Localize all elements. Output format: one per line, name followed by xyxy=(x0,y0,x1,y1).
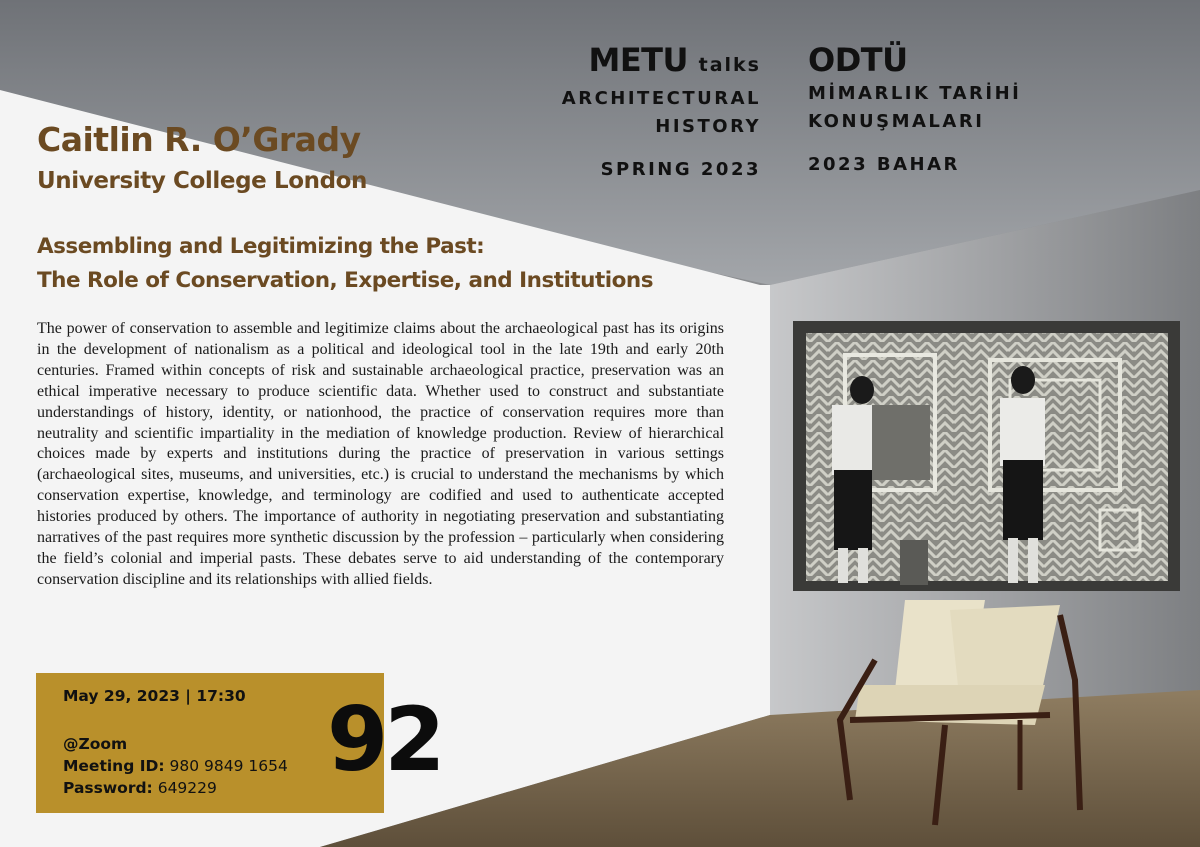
mosaic-photo xyxy=(793,321,1180,591)
series-line1-en: ARCHITECTURAL xyxy=(561,88,761,109)
speaker-affiliation: University College London xyxy=(37,168,368,194)
speaker-name: Caitlin R. O’Grady xyxy=(37,120,361,159)
series-line1-tr: MİMARLIK TARİHİ xyxy=(808,83,1022,104)
event-datetime: May 29, 2023 | 17:30 xyxy=(63,687,246,705)
series-main-small: talks xyxy=(698,54,761,76)
talk-abstract: The power of conservation to assemble and legitimize claims about the archaeological past has its origins in the development of nationalism as a political and ideological tool in the late 19th and early 20th centuries. Framed within concepts of risk and sustainable archaeological practice, preservation was an ethical imperative necessary to produce scientific data. Whether used to construct and substantiate understandings of history, identity, or nationhood, the practice of conservation requires more than neutrality and scientific impartiality in the mediation of knowledge production. Review of hierarchical choices made by experts and institutions during the practice of preservation in various settings (archaeological sites, museums, and universities, etc.) is crucial to understand the mechanisms by which conservation expertise, knowledge, and terminology are codified and used to authenticate accepted histories produced by others. The importance of authority in negotiating preservation and substantiating narratives of the past requires more synthetic discussion by the profession – particularly when considering the field’s colonial and imperial pasts. These debates serve to aid understanding of the contemporary conservation discipline and its relationships with allied fields. xyxy=(37,320,724,588)
series-main-tr: ODTÜ xyxy=(808,41,908,79)
talk-number: 92 xyxy=(327,688,442,791)
password-value[interactable]: 649229 xyxy=(157,779,217,797)
series-line2-tr: KONUŞMALARI xyxy=(808,111,985,132)
series-header-en xyxy=(562,40,761,180)
meeting-id-row xyxy=(63,757,288,775)
series-main-en: METU xyxy=(588,41,688,79)
password-label: Password: xyxy=(63,779,153,797)
series-header-tr xyxy=(808,40,1021,175)
series-semester-tr: 2023 BAHAR xyxy=(808,154,960,175)
series-semester-en: SPRING 2023 xyxy=(600,159,761,180)
password-row xyxy=(63,779,217,797)
meeting-id-value[interactable]: 980 9849 1654 xyxy=(169,757,288,775)
meeting-id-label: Meeting ID: xyxy=(63,757,165,775)
talk-title-line1: Assembling and Legitimizing the Past: xyxy=(37,234,485,259)
event-platform: @Zoom xyxy=(63,735,128,753)
talk-title xyxy=(37,230,727,298)
series-line2-en: HISTORY xyxy=(655,116,761,137)
talk-title-line2: The Role of Conservation, Expertise, and Institutions xyxy=(37,268,654,293)
